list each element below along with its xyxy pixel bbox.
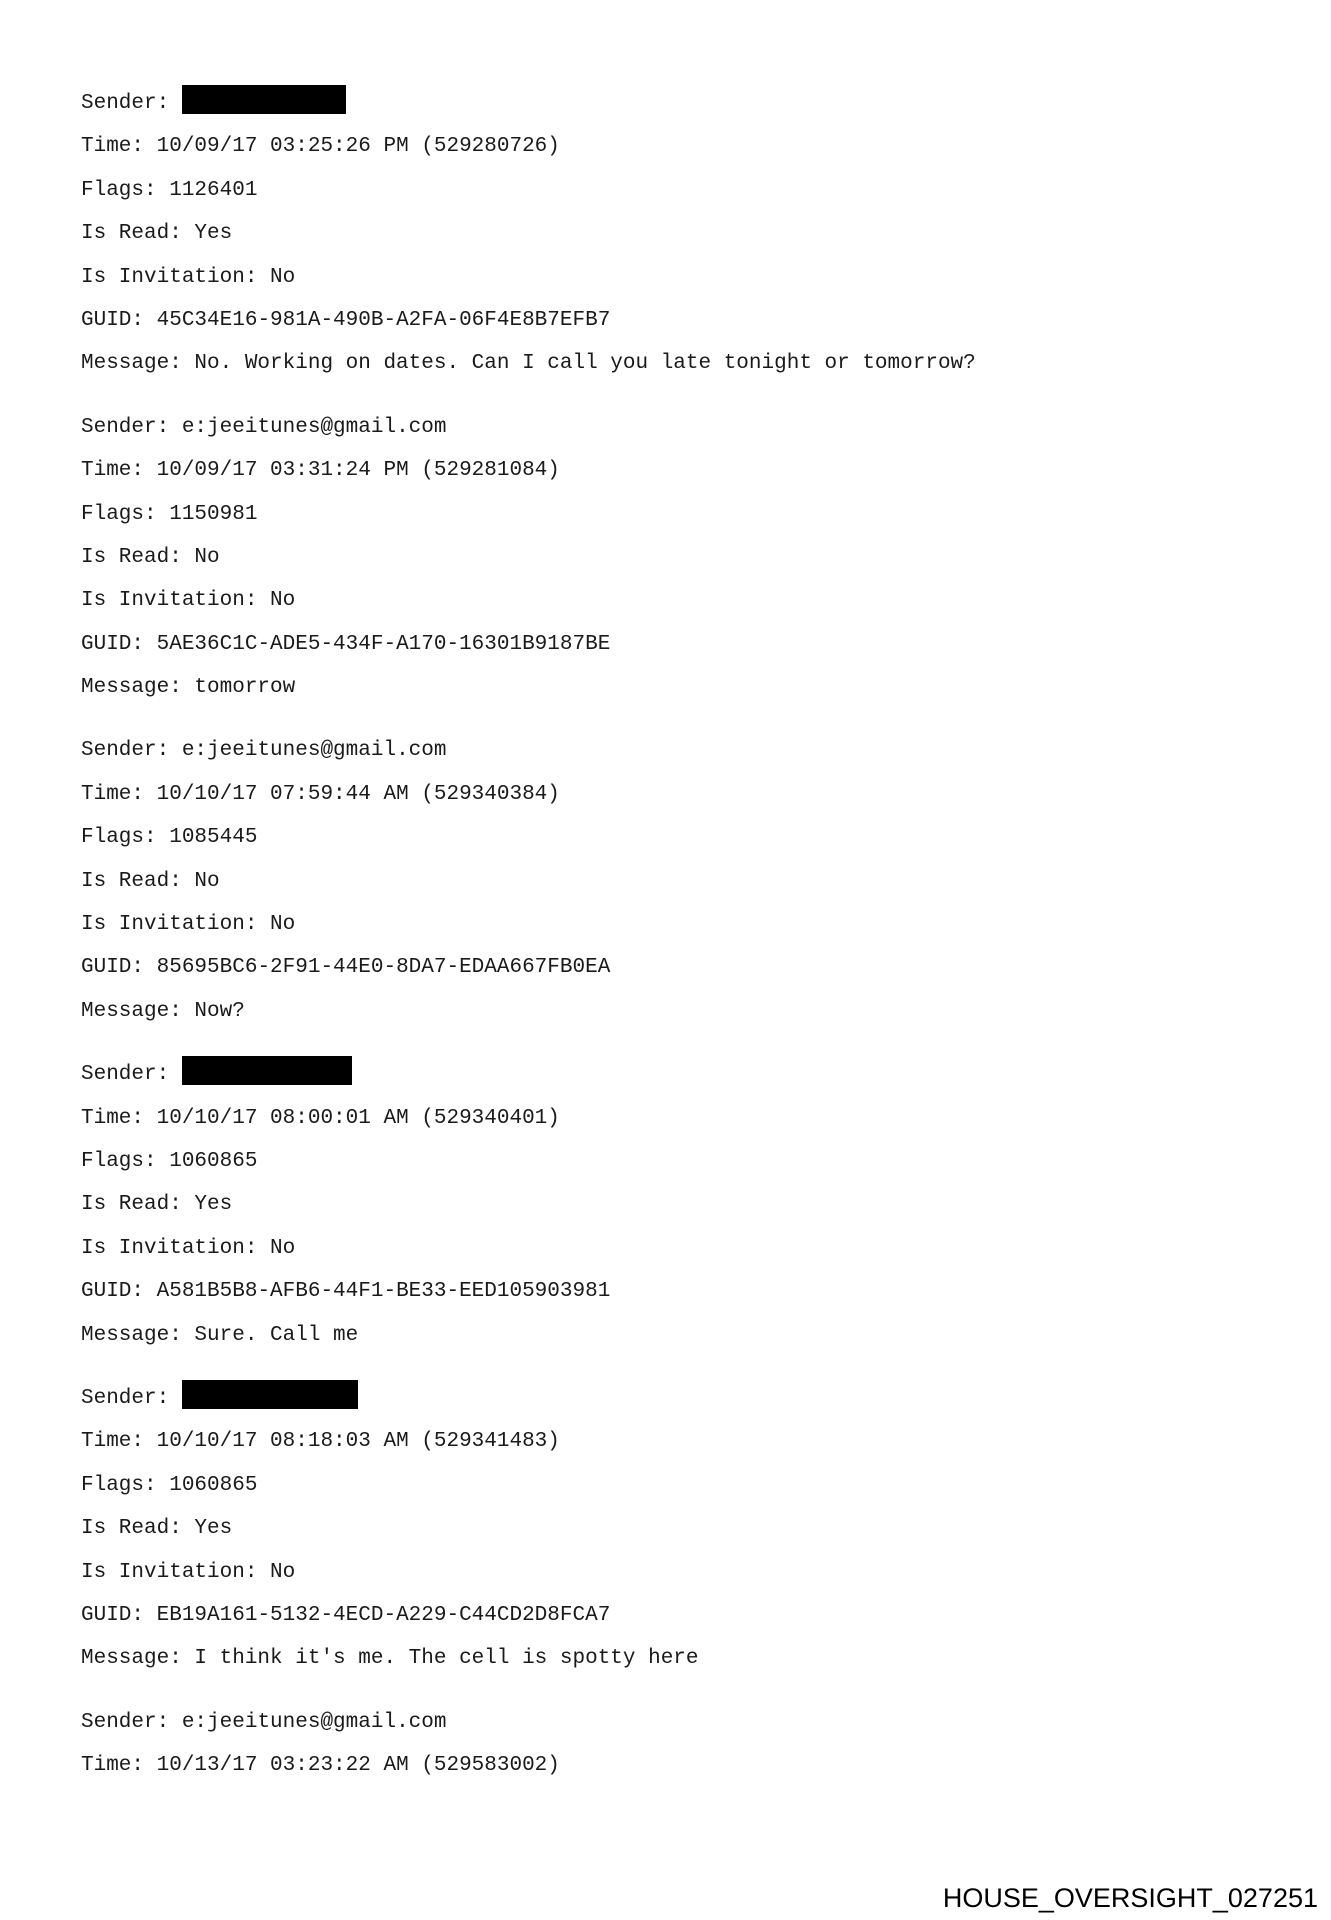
flags-value: 1060865 (169, 1473, 258, 1497)
message-label: Message: (81, 352, 195, 376)
is-invitation-label: Is Invitation: (81, 913, 271, 937)
time-value: 10/10/17 08:18:03 AM (529341483) (156, 1430, 560, 1454)
is-read-value: Yes (194, 222, 233, 246)
is-read-line (81, 212, 1281, 255)
sender-line (81, 1701, 1281, 1744)
flags-label: Flags: (81, 502, 170, 526)
guid-label: GUID: (81, 1280, 157, 1304)
flags-line (81, 493, 1281, 536)
time-label: Time: (81, 1106, 157, 1130)
is-invitation-line (81, 579, 1281, 622)
sender-value: e:jeeitunes@gmail.com (181, 1710, 447, 1734)
time-value: 10/10/17 07:59:44 AM (529340384) (156, 782, 560, 806)
sender-line (81, 1377, 1281, 1420)
message-record (81, 1377, 1281, 1681)
flags-label: Flags: (81, 1149, 170, 1173)
flags-line (81, 169, 1281, 212)
guid-value: 45C34E16-981A-490B-A2FA-06F4E8B7EFB7 (156, 308, 611, 332)
guid-label: GUID: (81, 308, 157, 332)
redaction-box (182, 1056, 352, 1085)
guid-label: GUID: (81, 956, 157, 980)
is-invitation-value: No (270, 913, 296, 937)
is-invitation-line (81, 1551, 1281, 1594)
flags-value: 1085445 (169, 826, 258, 850)
is-invitation-value: No (270, 265, 296, 289)
time-line (81, 1744, 1281, 1787)
guid-label: GUID: (81, 1603, 157, 1627)
guid-line (81, 946, 1281, 989)
time-value: 10/09/17 03:31:24 PM (529281084) (156, 459, 560, 483)
is-invitation-line (81, 256, 1281, 299)
time-value: 10/13/17 03:23:22 AM (529583002) (156, 1754, 560, 1778)
flags-line (81, 816, 1281, 859)
sender-label: Sender: (81, 1063, 182, 1087)
flags-line (81, 1140, 1281, 1183)
flags-label: Flags: (81, 826, 170, 850)
guid-line (81, 623, 1281, 666)
message-record (81, 406, 1281, 710)
time-label: Time: (81, 782, 157, 806)
is-read-label: Is Read: (81, 1517, 195, 1541)
is-read-label: Is Read: (81, 869, 195, 893)
message-line (81, 666, 1281, 709)
message-label: Message: (81, 676, 195, 700)
time-label: Time: (81, 135, 157, 159)
is-invitation-line (81, 903, 1281, 946)
is-invitation-label: Is Invitation: (81, 1560, 271, 1584)
message-label: Message: (81, 999, 195, 1023)
time-line (81, 449, 1281, 492)
time-line (81, 773, 1281, 816)
is-read-label: Is Read: (81, 1193, 195, 1217)
is-read-line (81, 860, 1281, 903)
message-line (81, 990, 1281, 1033)
message-line (81, 1314, 1281, 1357)
time-line (81, 125, 1281, 168)
message-label: Message: (81, 1647, 195, 1671)
sender-label: Sender: (81, 1386, 182, 1410)
flags-label: Flags: (81, 178, 170, 202)
is-invitation-label: Is Invitation: (81, 265, 271, 289)
message-record (81, 1053, 1281, 1357)
is-invitation-value: No (270, 589, 296, 613)
is-read-label: Is Read: (81, 545, 195, 569)
guid-value: EB19A161-5132-4ECD-A229-C44CD2D8FCA7 (156, 1603, 611, 1627)
message-record (81, 82, 1281, 386)
sender-label: Sender: (81, 1710, 182, 1734)
is-read-line (81, 536, 1281, 579)
bates-number: HOUSE_OVERSIGHT_027251 (942, 1883, 1318, 1913)
is-invitation-label: Is Invitation: (81, 589, 271, 613)
sender-label: Sender: (81, 739, 182, 763)
is-read-value: No (194, 545, 220, 569)
message-line (81, 342, 1281, 385)
guid-value: A581B5B8-AFB6-44F1-BE33-EED105903981 (156, 1280, 611, 1304)
redaction-box (182, 1380, 358, 1409)
flags-line (81, 1464, 1281, 1507)
time-line (81, 1420, 1281, 1463)
guid-line (81, 1270, 1281, 1313)
message-value: Sure. Call me (194, 1323, 359, 1347)
is-read-line (81, 1183, 1281, 1226)
message-value: Now? (194, 999, 245, 1023)
time-line (81, 1097, 1281, 1140)
time-value: 10/10/17 08:00:01 AM (529340401) (156, 1106, 560, 1130)
flags-value: 1126401 (169, 178, 258, 202)
message-value: I think it's me. The cell is spotty here (194, 1647, 699, 1671)
time-value: 10/09/17 03:25:26 PM (529280726) (156, 135, 560, 159)
is-read-value: Yes (194, 1517, 233, 1541)
is-read-value: No (194, 869, 220, 893)
time-label: Time: (81, 1430, 157, 1454)
sender-line (81, 406, 1281, 449)
message-value: No. Working on dates. Can I call you late tonight or tomorrow? (194, 352, 976, 376)
sender-line (81, 729, 1281, 772)
is-invitation-value: No (270, 1560, 296, 1584)
message-record (81, 1701, 1281, 1788)
sender-label: Sender: (81, 92, 182, 115)
is-invitation-line (81, 1227, 1281, 1270)
flags-value: 1150981 (169, 502, 258, 526)
guid-line (81, 299, 1281, 342)
guid-value: 85695BC6-2F91-44E0-8DA7-EDAA667FB0EA (156, 956, 611, 980)
message-record (81, 729, 1281, 1033)
time-label: Time: (81, 459, 157, 483)
is-read-line (81, 1507, 1281, 1550)
sender-label: Sender: (81, 415, 182, 439)
sender-value: e:jeeitunes@gmail.com (181, 415, 447, 439)
is-read-label: Is Read: (81, 222, 195, 246)
sender-line (81, 1053, 1281, 1096)
is-read-value: Yes (194, 1193, 233, 1217)
message-line (81, 1637, 1281, 1680)
guid-line (81, 1594, 1281, 1637)
flags-label: Flags: (81, 1473, 170, 1497)
message-value: tomorrow (194, 676, 296, 700)
time-label: Time: (81, 1754, 157, 1778)
is-invitation-label: Is Invitation: (81, 1236, 271, 1260)
sender-line (81, 82, 1281, 125)
sender-value: e:jeeitunes@gmail.com (181, 739, 447, 763)
flags-value: 1060865 (169, 1149, 258, 1173)
guid-value: 5AE36C1C-ADE5-434F-A170-16301B9187BE (156, 632, 611, 656)
redaction-box (182, 85, 346, 114)
is-invitation-value: No (270, 1236, 296, 1260)
message-label: Message: (81, 1323, 195, 1347)
guid-label: GUID: (81, 632, 157, 656)
message-log (81, 82, 1281, 1807)
